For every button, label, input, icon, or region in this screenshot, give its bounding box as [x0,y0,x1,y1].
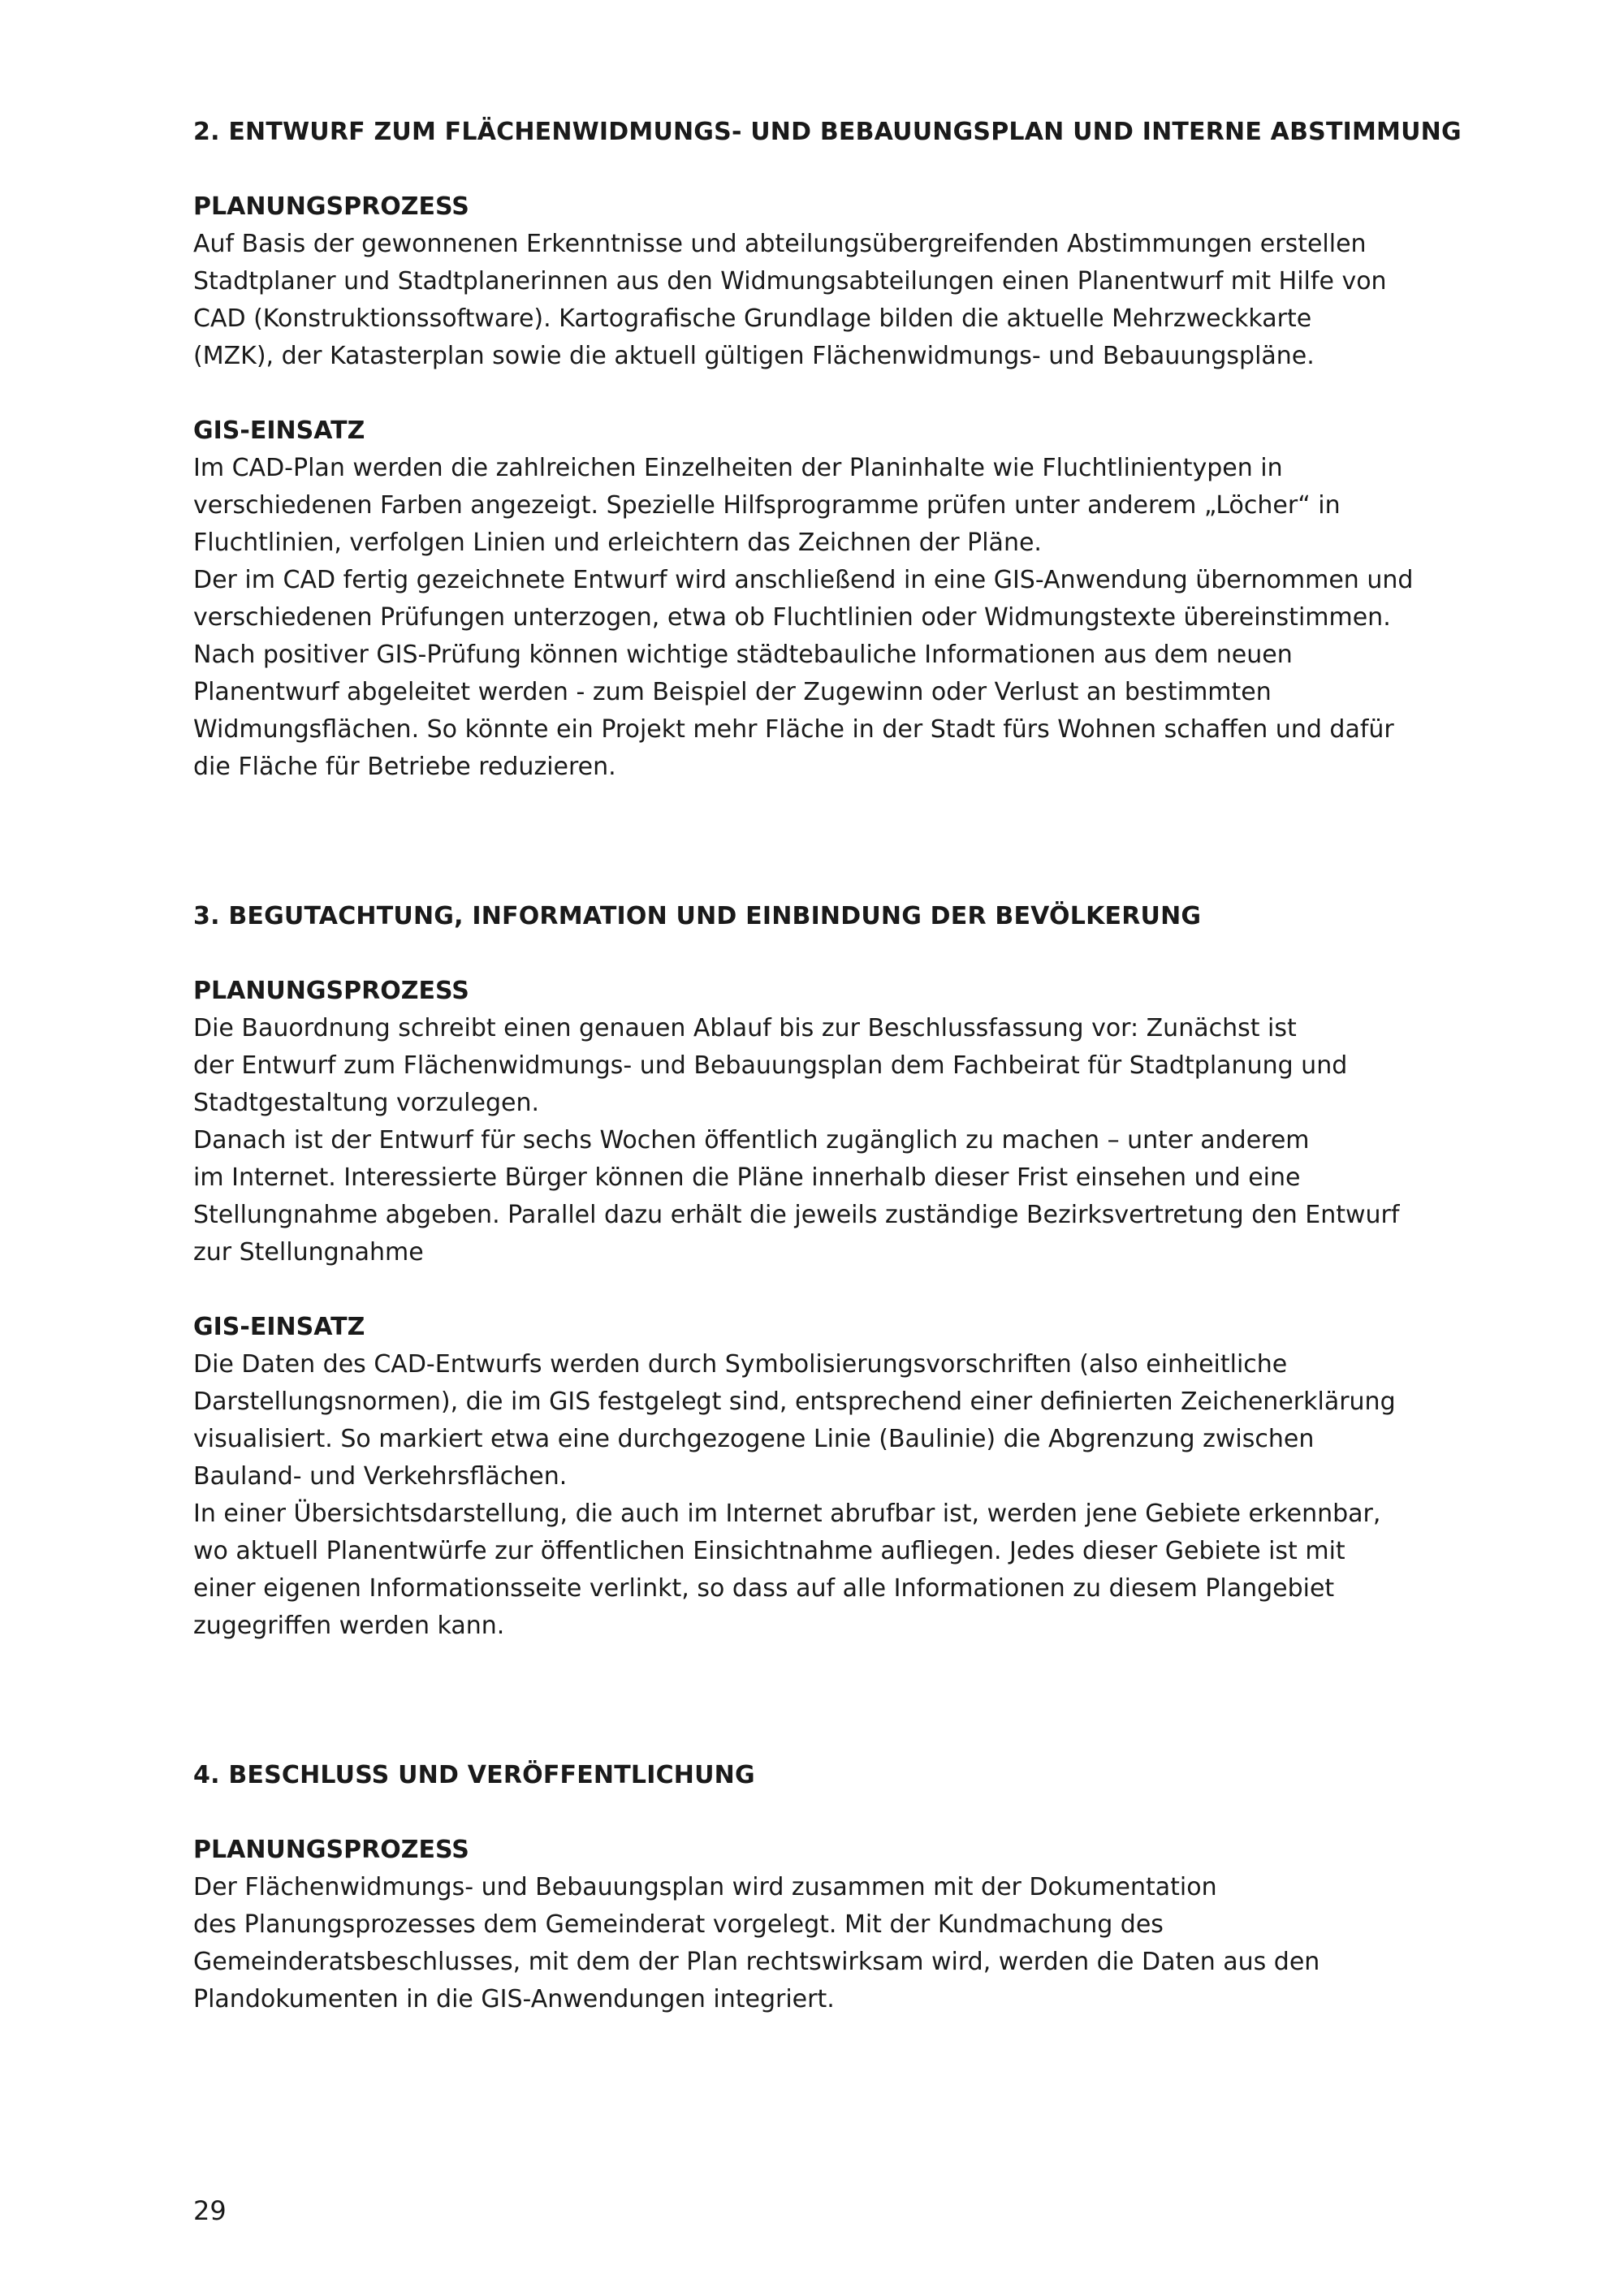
section-heading: 4. BESCHLUSS UND VERÖFFENTLICHUNG [193,1761,755,1789]
text-line: zur Stellungnahme [193,1238,424,1267]
planungsprozess-heading: PLANUNGSPROZESS [193,1836,469,1864]
text-line: Stellungnahme abgeben. Parallel dazu erhält die jeweils zuständige Bezirksvertretung den Entwurf [193,1201,1400,1229]
text-line: Auf Basis der gewonnenen Erkenntnisse und abteilungsübergreifenden Abstimmungen erstellen [193,230,1367,258]
section-4 [193,1757,1525,2018]
text-line: einer eigenen Informationsseite verlinkt, so dass auf alle Informationen zu diesem Plangebiet [193,1574,1335,1603]
gis-einsatz-heading: GIS-EINSATZ [193,1313,365,1341]
text-line: Danach ist der Entwurf für sechs Wochen öffentlich zugänglich zu machen – unter anderem [193,1126,1310,1154]
text-line: Der Flächenwidmungs- und Bebauungsplan wird zusammen mit der Dokumentation [193,1873,1217,1901]
document-body [193,114,1525,2018]
text-line: visualisiert. So markiert etwa eine durchgezogene Linie (Baulinie) die Abgrenzung zwischen [193,1425,1315,1453]
text-line: im Internet. Interessierte Bürger können die Pläne innerhalb dieser Frist einsehen und eine [193,1163,1301,1192]
text-line: Planentwurf abgeleitet werden - zum Beispiel der Zugewinn oder Verlust an bestimmten [193,678,1272,706]
section-heading: 2. ENTWURF ZUM FLÄCHENWIDMUNGS- UND BEBAUUNGSPLAN UND INTERNE ABSTIMMUNG [193,118,1462,146]
text-line: Stadtgestaltung vorzulegen. [193,1089,540,1117]
text-line: Gemeinderatsbeschlusses, mit dem der Plan rechtswirksam wird, werden die Daten aus den [193,1948,1320,1976]
gis-einsatz-heading: GIS-EINSATZ [193,416,365,445]
text-line: (MZK), der Katasterplan sowie die aktuell gültigen Flächenwidmungs- und Bebauungspläne. [193,342,1315,370]
text-line: Im CAD-Plan werden die zahlreichen Einzelheiten der Planinhalte wie Fluchtlinientypen in [193,454,1283,482]
text-line: In einer Übersichtsdarstellung, die auch im Internet abrufbar ist, werden jene Gebiete erkennbar, [193,1500,1381,1528]
text-line: Darstellungsnormen), die im GIS festgelegt sind, entsprechend einer definierten Zeichenerklärung [193,1388,1396,1416]
planungsprozess-heading: PLANUNGSPROZESS [193,977,469,1005]
text-line: Die Daten des CAD-Entwurfs werden durch Symbolisierungsvorschriften (also einheitliche [193,1350,1288,1379]
text-line: Fluchtlinien, verfolgen Linien und erleichtern das Zeichnen der Pläne. [193,529,1042,557]
text-line: der Entwurf zum Flächenwidmungs- und Bebauungsplan dem Fachbeirat für Stadtplanung und [193,1051,1348,1080]
text-line: Die Bauordnung schreibt einen genauen Ablauf bis zur Beschlussfassung vor: Zunächst ist [193,1014,1297,1042]
text-line: Widmungsflächen. So könnte ein Projekt mehr Fläche in der Stadt fürs Wohnen schaffen und dafür [193,715,1394,744]
text-line: verschiedenen Prüfungen unterzogen, etwa ob Fluchtlinien oder Widmungstexte übereinstimmen. [193,603,1391,632]
page-number: 29 [193,2195,227,2226]
text-line: die Fläche für Betriebe reduzieren. [193,753,616,781]
section-heading: 3. BEGUTACHTUNG, INFORMATION UND EINBINDUNG DER BEVÖLKERUNG [193,902,1202,930]
text-line: Stadtplaner und Stadtplanerinnen aus den Widmungsabteilungen einen Planentwurf mit Hilfe von [193,267,1387,296]
text-line: Der im CAD fertig gezeichnete Entwurf wird anschließend in eine GIS-Anwendung übernommen und [193,566,1414,594]
text-line: des Planungsprozesses dem Gemeinderat vorgelegt. Mit der Kundmachung des [193,1910,1164,1939]
text-line: CAD (Konstruktionssoftware). Kartografische Grundlage bilden die aktuelle Mehrzweckkarte [193,304,1312,333]
section-3 [193,898,1525,1645]
section-2 [193,114,1525,786]
text-line: Bauland- und Verkehrsflächen. [193,1462,568,1491]
planungsprozess-heading: PLANUNGSPROZESS [193,192,469,221]
text-line: zugegriffen werden kann. [193,1612,505,1640]
text-line: Plandokumenten in die GIS-Anwendungen integriert. [193,1985,835,2013]
text-line: verschiedenen Farben angezeigt. Spezielle Hilfsprogramme prüfen unter anderem „Löcher“ in [193,491,1341,520]
text-line: Nach positiver GIS-Prüfung können wichtige städtebauliche Informationen aus dem neuen [193,641,1293,669]
text-line: wo aktuell Planentwürfe zur öffentlichen Einsichtnahme aufliegen. Jedes dieser Gebiete ist mit [193,1537,1345,1565]
